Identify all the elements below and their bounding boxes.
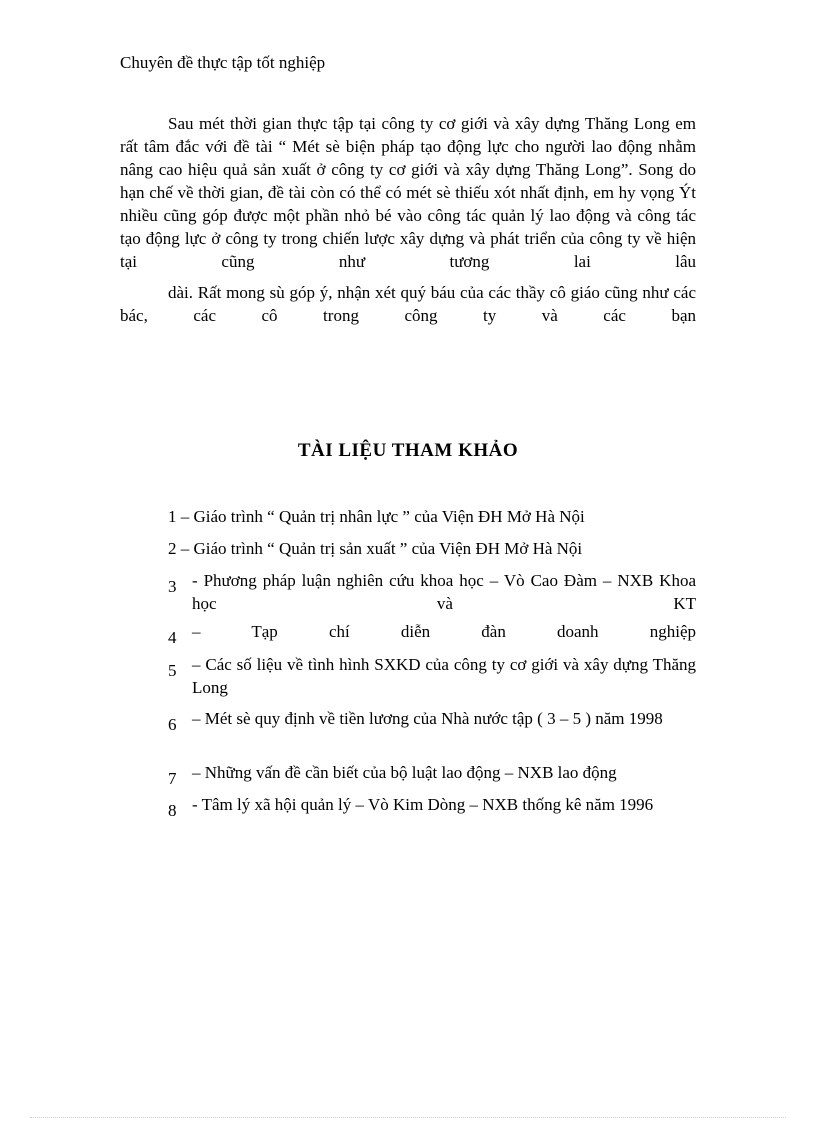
reference-text: - Phương pháp luận nghiên cứu khoa học – Vò Cao Đàm – NXB Khoa học và KT <box>192 571 696 613</box>
reference-text: – Tạp chí diễn đàn doanh nghiệp <box>192 622 696 641</box>
reference-text: – Các số liệu về tình hình SXKD của công ty cơ giới và xây dựng Thăng Long <box>192 655 696 697</box>
reference-number: 4 <box>168 628 177 647</box>
page-bottom-divider <box>30 1117 786 1118</box>
reference-text: – Mét sè quy định về tiền lương của Nhà nước tập ( 3 – 5 ) năm 1998 <box>192 709 663 728</box>
paragraph-conclusion: Sau mét thời gian thực tập tại công ty cơ giới và xây dựng Thăng Long em rất tâm đắc với đề tài “ Mét sè biện pháp tạo động lực cho người lao động nhằm nâng cao hiệu quả sản xuất ở công ty cơ giới và xây dựng Thăng Long”. Song do hạn chế về thời gian, đề tài còn có thể có mét sè thiếu xót nhất định, em hy vọng Ýt nhiều cũng góp được một phần nhỏ bé vào công tác quản lý lao động và công tác tạo động lực ở công ty trong chiến lược xây dựng và phát triển của công ty về hiện tại cũng như tương lai lâu <box>120 114 696 271</box>
paragraph-thanks: dài. Rất mong sù góp ý, nhận xét quý báu của các thầy cô giáo cũng như các bác, các cô trong công ty và các bạn <box>120 283 696 325</box>
document-header: Chuyên đề thực tập tốt nghiệp <box>120 53 326 72</box>
reference-number: 7 <box>168 769 177 788</box>
reference-number: 6 <box>168 715 177 734</box>
references-title: TÀI LIỆU THAM KHẢO <box>297 440 519 461</box>
reference-text: 1 – Giáo trình “ Quản trị nhân lực ” của Viện ĐH Mở Hà Nội <box>168 507 585 526</box>
reference-number: 5 <box>168 661 177 680</box>
reference-text: – Những vấn đề cần biết của bộ luật lao động – NXB lao động <box>192 763 617 782</box>
reference-text: - Tâm lý xã hội quản lý – Vò Kim Dòng – NXB thống kê năm 1996 <box>192 795 654 814</box>
reference-number: 8 <box>168 801 177 820</box>
reference-text: 2 – Giáo trình “ Quản trị sản xuất ” của Viện ĐH Mở Hà Nội <box>168 539 583 558</box>
reference-number: 3 <box>168 577 177 596</box>
